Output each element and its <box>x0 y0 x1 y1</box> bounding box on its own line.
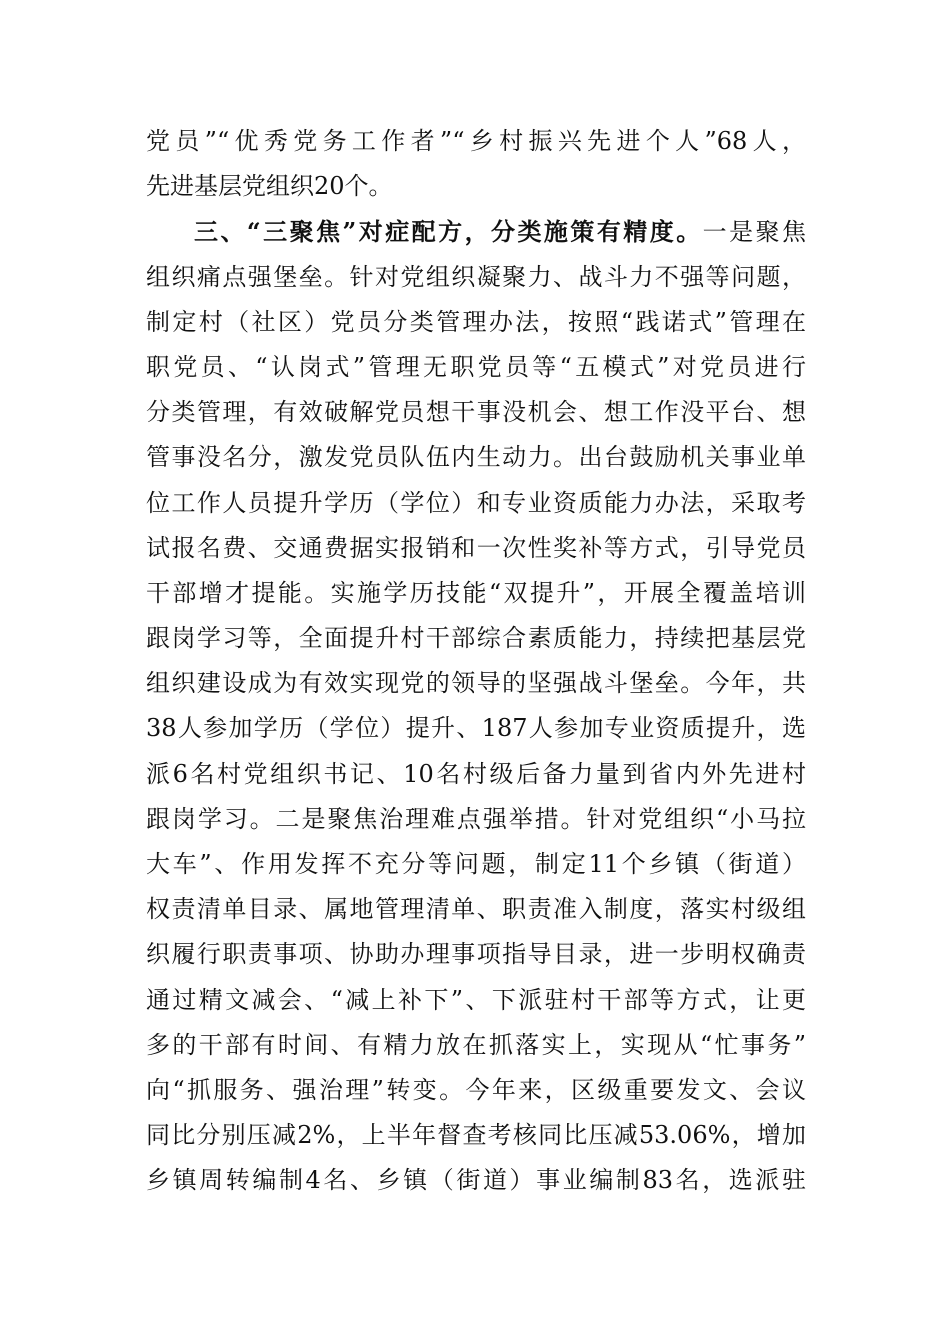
text-line: 多的干部有时间、有精力放在抓落实上，实现从“忙事务” <box>146 1030 806 1059</box>
text-line: 组织痛点强堡垒。针对党组织凝聚力、战斗力不强等问题， <box>146 262 806 291</box>
text-line: 向“抓服务、强治理”转变。今年来，区级重要发文、会议 <box>146 1075 806 1104</box>
text-line: 制定村（社区）党员分类管理办法，按照“践诺式”管理在 <box>146 307 806 336</box>
text-line: 织履行职责事项、协助办理事项指导目录，进一步明权确责 <box>146 940 806 969</box>
text-line: 管事没名分，激发党员队伍内生动力。出台鼓励机关事业单 <box>146 443 806 472</box>
text-line: 大车”、作用发挥不充分等问题，制定11个乡镇（街道） <box>146 850 806 878</box>
text-line: 乡镇周转编制4名、乡镇（街道）事业编制83名，选派驻 <box>146 1166 806 1195</box>
text-line: 派6名村党组织书记、10名村级后备力量到省内外先进村 <box>146 759 806 788</box>
section-heading-line <box>146 209 806 254</box>
heading-continuation: 一是聚焦 <box>702 218 807 247</box>
text-line: 通过精文减会、“减上补下”、下派驻村干部等方式，让更 <box>146 985 806 1014</box>
section-heading: 三、“三聚焦”对症配方，分类施策有精度。 <box>194 217 703 247</box>
text-line: 38人参加学历（学位）提升、187人参加专业资质提升，选 <box>146 714 806 743</box>
text-line: 同比分别压减2%，上半年督查考核同比压减53.06%，增加 <box>146 1121 806 1150</box>
body-text <box>146 119 806 1204</box>
text-line: 职党员、“认岗式”管理无职党员等“五模式”对党员进行 <box>146 352 806 381</box>
text-line: 跟岗学习。二是聚焦治理难点强举措。针对党组织“小马拉 <box>146 804 806 833</box>
text-line: 跟岗学习等，全面提升村干部综合素质能力，持续把基层党 <box>146 624 806 653</box>
text-line: 党员”“优秀党务工作者”“乡村振兴先进个人”68人， <box>146 127 806 155</box>
text-line: 位工作人员提升学历（学位）和专业资质能力办法，采取考 <box>146 488 806 517</box>
text-line: 先进基层党组织20个。 <box>146 172 393 201</box>
text-line: 试报名费、交通费据实报销和一次性奖补等方式，引导党员 <box>146 533 806 562</box>
text-line: 分类管理，有效破解党员想干事没机会、想工作没平台、想 <box>146 398 806 427</box>
text-line: 权责清单目录、属地管理清单、职责准入制度，落实村级组 <box>146 895 806 924</box>
text-line: 干部增才提能。实施学历技能“双提升”，开展全覆盖培训 <box>146 578 806 607</box>
text-line: 组织建设成为有效实现党的领导的坚强战斗堡垒。今年，共 <box>146 669 806 698</box>
